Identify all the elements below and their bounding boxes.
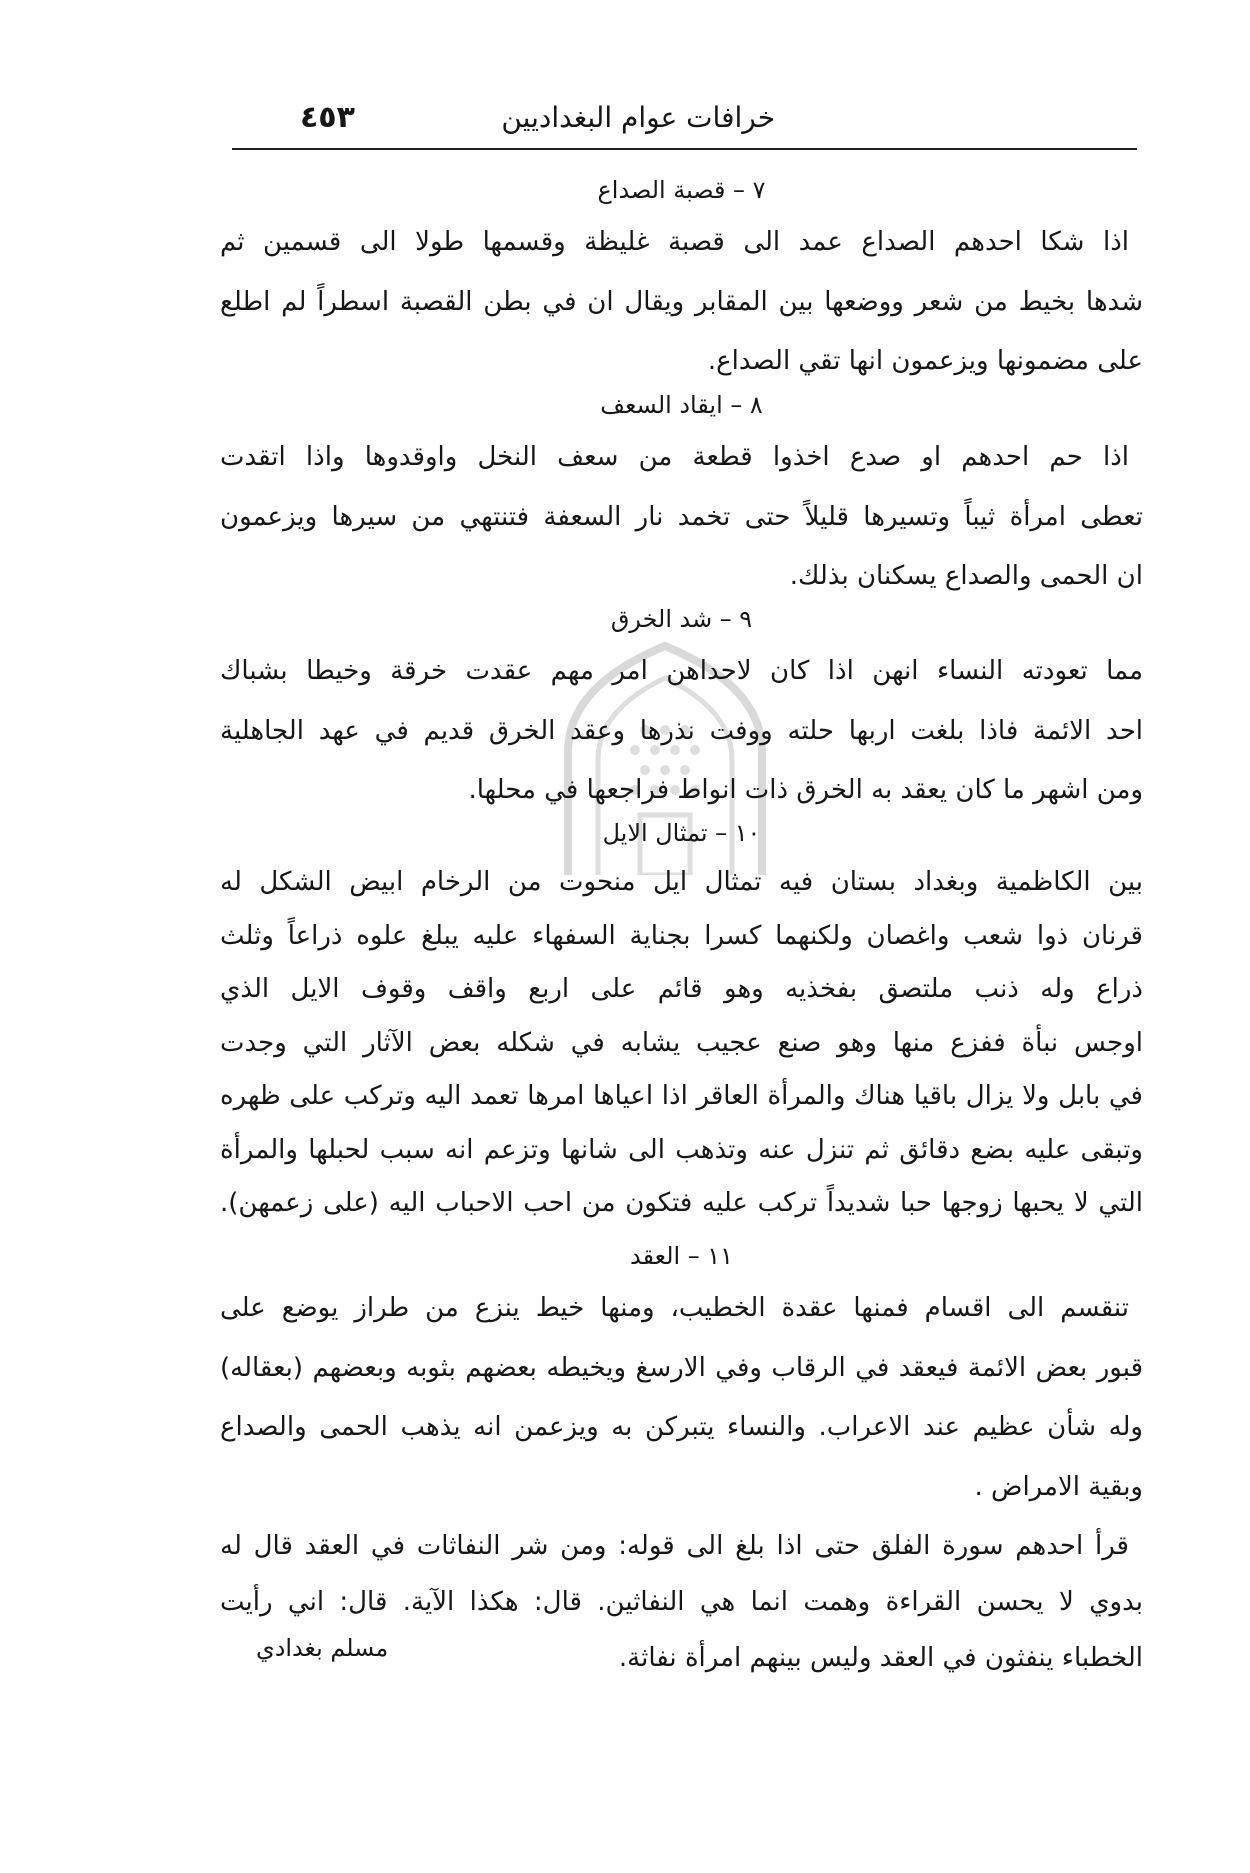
- text-line: تنقسم الى اقسام فمنها عقدة الخطيب، ومنها خيط ينزع من طراز يوضع على: [220, 1293, 1129, 1323]
- text-line: بدوي لا يحسن القراءة وهمت انما هي النفاثين. قال: هكذا الآية. قال: اني رأيت: [220, 1587, 1143, 1617]
- text-line: في بابل ولا يزال باقيا هناك والمرأة العاقر اذا اعياها امرها تعمد اليه وتركب على ظهره: [220, 1081, 1143, 1111]
- text-line: على مضمونها ويزعمون انها تقي الصداع.: [707, 346, 1143, 376]
- section-7: [220, 167, 1143, 392]
- section-heading: ٩ – شد الخرق: [610, 605, 753, 633]
- text-line: ذراع وله ذنب ملتصق بفخذيه وهو قائم على اربع واقف وقوف الايل الذي: [220, 974, 1143, 1004]
- text-line: وبقية الامراض .: [974, 1471, 1143, 1502]
- section-heading: ١١ – العقد: [630, 1242, 733, 1270]
- text-line: وتبقى عليه بضع دقائق ثم تنزل عنه وتذهب الى شانها وتزعم انه سبب لحبلها والمرأة: [220, 1134, 1143, 1165]
- text-line: احد الائمة فاذا بلغت اربها حلته ووفت نذرها وعقد الخرق قديم في عهد الجاهلية: [220, 715, 1143, 746]
- page-number: ٤٥٣: [300, 100, 355, 135]
- text-line: مما تعودته النساء انهن اذا كان لاحداهن امر مهم عقدت خرقة وخيطا بشباك: [220, 656, 1143, 686]
- text-line: اذا حم احدهم او صدع اخذوا قطعة من سعف النخل واوقدوها واذا اتقدت: [220, 442, 1129, 472]
- text-line: تعطى امرأة ثيباً وتسيرها قليلاً حتى تخمد نار السعفة فتنتهي من سيرها ويزعمون: [220, 501, 1143, 532]
- text-line: التي لا يحبها زوجها حبا شديداً تركب عليه فتكون من احب الاحباب اليه (على زعمهن).: [220, 1188, 1143, 1218]
- section-heading: ١٠ – تمثال الايل: [602, 819, 761, 847]
- text-line: بين الكاظمية وبغداد بستان فيه تمثال ايل منحوت من الرخام ابيض الشكل له: [220, 867, 1143, 897]
- text-line: ان الحمى والصداع يسكنان بذلك.: [789, 561, 1143, 591]
- text-line: وله شأن عظيم عند الاعراب. والنساء يتبركن به ويزعمن انه يذهب الحمى والصداع: [220, 1412, 1143, 1442]
- text-line: اذا شكا احدهم الصداع عمد الى قصبة غليظة وقسمها طولا الى قسمين ثم: [220, 227, 1129, 257]
- text-line: الخطباء ينفثون في العقد وليس بينهم امرأة نفاثة.: [618, 1643, 1143, 1673]
- text-line: قرنان ذوا شعب واغصان ولكنهما كسرا بجناية السفهاء عليه يبلغ علوه ذراعاً وثلث: [220, 920, 1143, 951]
- header-rule: [232, 148, 1137, 150]
- closing-paragraph: [220, 1518, 1143, 1686]
- section-10: [220, 810, 1143, 1231]
- section-heading: ٧ – قصبة الصداع: [597, 176, 766, 204]
- text-line: اوجس نبأة ففزع منها وهو صنع عجيب يشابه في شكله بعض الآثار التي وجدت: [220, 1027, 1143, 1058]
- author-signature: مسلم بغدادي: [256, 1634, 389, 1662]
- text-line: قبور بعض الائمة فيعقد في الرقاب وفي الارسغ ويخيطه بعضهم بثوبه وبعضهم (بعقاله): [220, 1352, 1143, 1383]
- text-line: قرأ احدهم سورة الفلق حتى اذا بلغ الى قوله: ومن شر النفاثات في العقد قال له: [220, 1531, 1129, 1561]
- section-11: [220, 1233, 1143, 1517]
- text-line: شدها بخيط من شعر ووضعها بين المقابر ويقال ان في بطن القصبة اسطراً لم اطلع: [220, 286, 1143, 317]
- section-8: [220, 382, 1143, 607]
- section-9: [220, 596, 1143, 821]
- running-title: خرافات عوام البغداديين: [501, 101, 775, 134]
- section-heading: ٨ – ايقاد السعف: [600, 391, 763, 419]
- text-line: ومن اشهر ما كان يعقد به الخرق ذات انواط فراجعها في محلها.: [468, 775, 1143, 805]
